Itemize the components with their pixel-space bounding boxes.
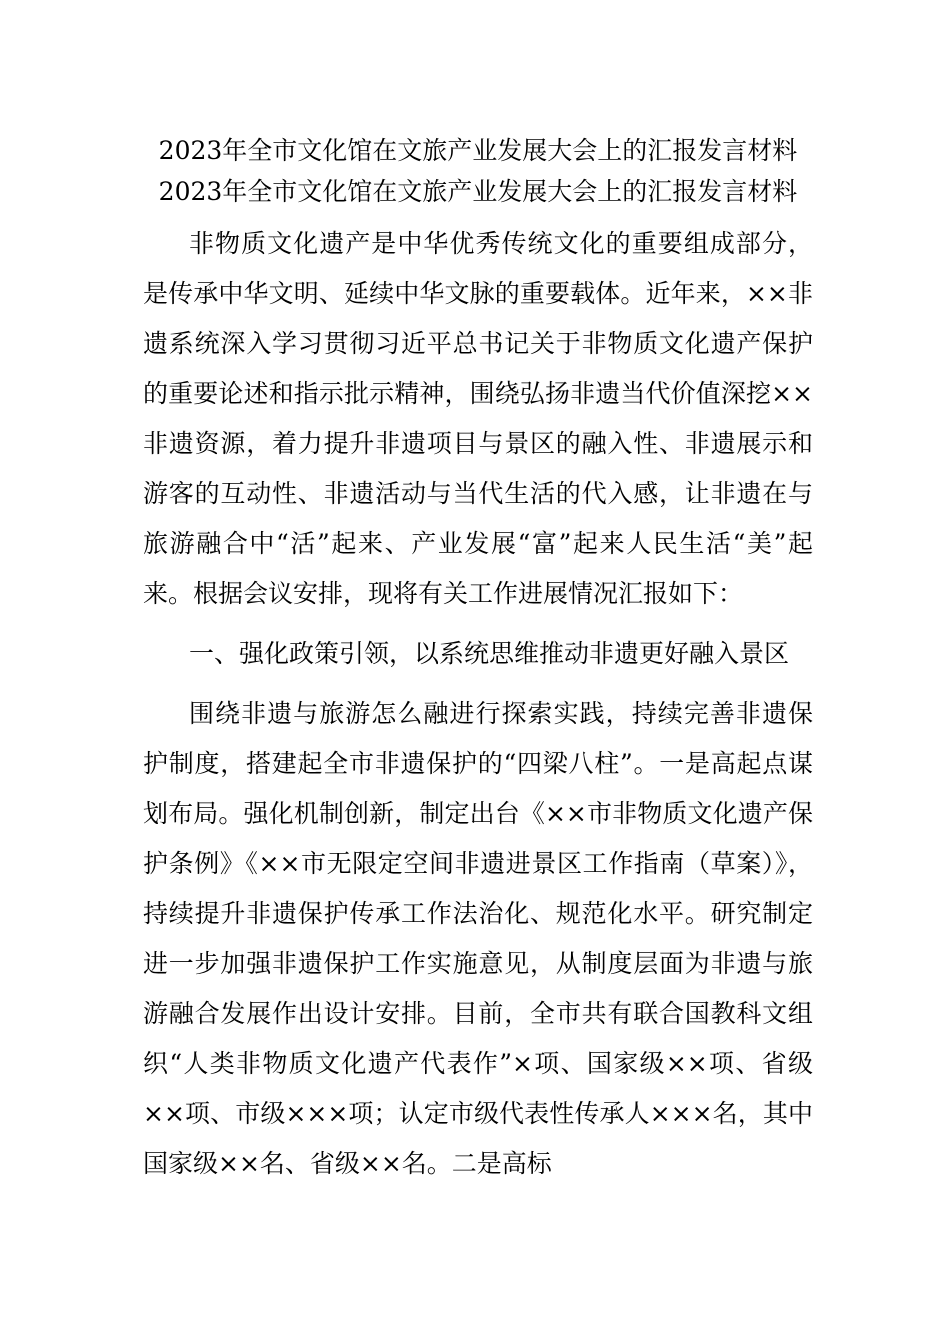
- document-title-line-2: 2023年全市文化馆在文旅产业发展大会上的汇报发言材料: [158, 177, 798, 206]
- document-body: [143, 132, 813, 1189]
- section-1-paragraph: 围绕非遗与旅游怎么融进行探索实践，持续完善非遗保护制度，搭建起全市非遗保护的“四梁八柱”。一是高起点谋划布局。强化机制创新，制定出台《××市非物质文化遗产保护条例》《××市无限定空间非遗进景区工作指南（草案）》，持续提升非遗保护传承工作法治化、规范化水平。研究制定进一步加强非遗保护工作实施意见，从制度层面为非遗与旅游融合发展作出设计安排。目前，全市共有联合国教科文组织“人类非物质文化遗产代表作”×项、国家级××项、省级××项、市级×××项；认定市级代表性传承人×××名，其中国家级××名、省级××名。二是高标: [143, 699, 813, 1178]
- intro-paragraph: 非物质文化遗产是中华优秀传统文化的重要组成部分，是传承中华文明、延续中华文脉的重要载体。近年来，××非遗系统深入学习贯彻习近平总书记关于非物质文化遗产保护的重要论述和指示批示精神，围绕弘扬非遗当代价值深挖××非遗资源，着力提升非遗项目与景区的融入性、非遗展示和游客的互动性、非遗活动与当代生活的代入感，让非遗在与旅游融合中“活”起来、产业发展“富”起来人民生活“美”起来。根据会议安排，现将有关工作进展情况汇报如下：: [143, 229, 813, 608]
- section-heading-1: 一、强化政策引领，以系统思维推动非遗更好融入景区: [189, 639, 790, 668]
- document-title-line-1: 2023年全市文化馆在文旅产业发展大会上的汇报发言材料: [158, 136, 798, 165]
